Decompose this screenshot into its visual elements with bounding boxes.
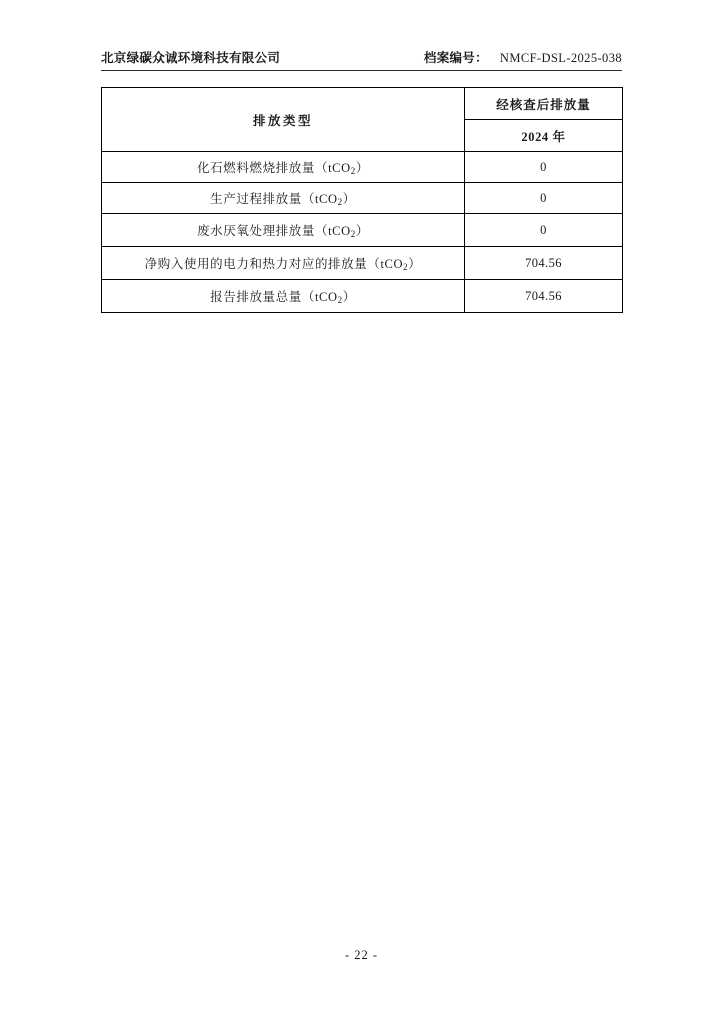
row-label-sub: 2	[337, 197, 343, 207]
row-label-sub: 2	[350, 229, 356, 239]
row-label-process	[102, 183, 465, 214]
row-value-process: 0	[465, 183, 623, 214]
page-number: - 22 -	[344, 948, 379, 962]
row-label-suffix: ）	[408, 257, 422, 271]
table-row	[102, 183, 623, 214]
emission-table-wrap	[101, 87, 622, 313]
table-row	[102, 152, 623, 183]
row-label-purchased-power-heat	[102, 247, 465, 280]
row-label-text: 报告排放量总量（tCO	[210, 290, 338, 304]
table-header-row	[102, 88, 623, 120]
archive-number-label: 档案编号：	[423, 51, 488, 65]
row-label-sub: 2	[403, 262, 409, 272]
archive-number-group	[424, 48, 622, 66]
emission-table	[101, 87, 623, 313]
archive-number-value: NMCF-DSL-2025-038	[499, 51, 622, 65]
header-divider	[101, 70, 622, 71]
row-label-text: 废水厌氧处理排放量（tCO	[197, 224, 351, 238]
row-label-suffix: ）	[342, 290, 356, 304]
row-value-wastewater: 0	[465, 214, 623, 247]
row-label-wastewater	[102, 214, 465, 247]
company-name: 北京绿碳众诚环境科技有限公司	[101, 51, 281, 65]
row-value-fossil-fuel: 0	[465, 152, 623, 183]
row-label-sub: 2	[350, 166, 356, 176]
row-label-suffix: ）	[342, 192, 356, 206]
row-value-total: 704.56	[465, 280, 623, 313]
header-cell-value-top: 经核查后排放量	[465, 88, 623, 120]
row-label-text: 生产过程排放量（tCO	[210, 192, 338, 206]
row-label-total	[102, 280, 465, 313]
row-label-suffix: ）	[355, 224, 369, 238]
row-label-sub: 2	[337, 295, 343, 305]
table-row	[102, 280, 623, 313]
header-cell-value-year: 2024 年	[465, 120, 623, 152]
row-label-fossil-fuel	[102, 152, 465, 183]
header-cell-type: 排放类型	[102, 88, 465, 152]
page-footer	[0, 948, 723, 963]
row-label-suffix: ）	[355, 161, 369, 175]
table-row	[102, 247, 623, 280]
row-label-text: 净购入使用的电力和热力对应的排放量（tCO	[144, 257, 404, 271]
row-label-text: 化石燃料燃烧排放量（tCO	[197, 161, 351, 175]
page-header	[101, 48, 622, 66]
table-row	[102, 214, 623, 247]
row-value-purchased-power-heat: 704.56	[465, 247, 623, 280]
